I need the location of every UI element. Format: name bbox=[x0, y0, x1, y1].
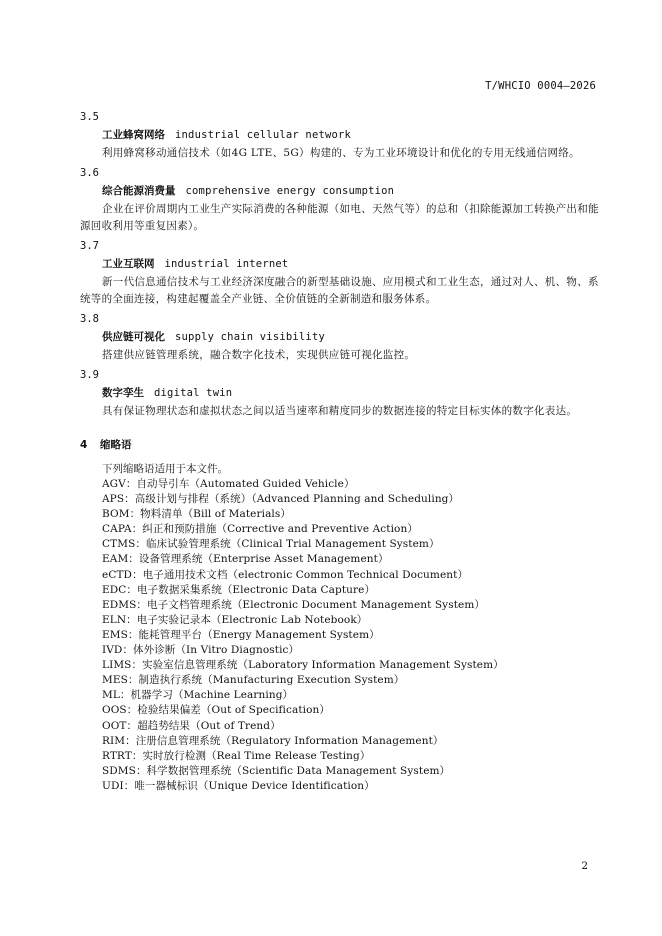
abbreviation-item: UDI：唯一器械标识（Unique Device Identification） bbox=[102, 779, 375, 792]
term-chinese: 综合能源消费量 bbox=[102, 185, 176, 197]
section-number: 3.6 bbox=[80, 167, 99, 179]
abbreviation-item: ML：机器学习（Machine Learning） bbox=[102, 689, 294, 702]
term-chinese: 工业蜂窝网络 bbox=[102, 129, 165, 141]
term-definition: 具有保证物理状态和虚拟状态之间以适当速率和精度同步的数据连接的特定目标实体的数字化表达。 bbox=[102, 405, 578, 417]
abbreviation-item: OOS：检验结果偏差（Out of Specification） bbox=[102, 704, 330, 717]
abbreviation-list bbox=[102, 477, 600, 794]
abbreviation-item: CAPA：纠正和预防措施（Corrective and Preventive Action） bbox=[102, 523, 418, 536]
term-heading bbox=[102, 254, 600, 274]
section-number: 3.8 bbox=[80, 313, 99, 325]
section-3-7 bbox=[80, 239, 600, 308]
section-number: 3.5 bbox=[80, 111, 99, 123]
abbreviation-item: LIMS：实验室信息管理系统（Laboratory Information Management System） bbox=[102, 659, 504, 672]
abbreviation-item: EMS：能耗管理平台（Energy Management System） bbox=[102, 628, 380, 641]
term-english: industrial cellular network bbox=[175, 129, 352, 141]
abbreviation-item: RIM：注册信息管理系统（Regulatory Information Management） bbox=[102, 734, 444, 747]
abbreviation-item: CTMS：临床试验管理系统（Clinical Trial Management System） bbox=[102, 538, 440, 551]
section-3-8 bbox=[80, 312, 600, 364]
chapter-number: 4 bbox=[80, 439, 88, 451]
abbreviation-item: IVD：体外诊断（In Vitro Diagnostic） bbox=[102, 644, 300, 657]
term-chinese: 数字孪生 bbox=[102, 387, 144, 399]
section-3-6 bbox=[80, 166, 600, 235]
term-definition: 利用蜂窝移动通信技术（如4G LTE、5G）构建的、专为工业环境设计和优化的专用无线通信网络。 bbox=[102, 147, 580, 159]
document-code-header: T/WHCIO 0004—2026 bbox=[485, 80, 596, 92]
term-definition: 企业在评价周期内工业生产实际消费的各种能源（如电、天然气等）的总和（扣除能源加工转换产出和能源回收利用等重复因素）。 bbox=[80, 203, 599, 232]
section-number: 3.7 bbox=[80, 240, 99, 252]
abbreviation-item: SDMS：科学数据管理系统（Scientific Data Management System） bbox=[102, 764, 451, 777]
term-heading bbox=[102, 181, 600, 201]
abbreviation-item: EDC：电子数据采集系统（Electronic Data Capture） bbox=[102, 583, 376, 596]
abbreviations-intro: 下列缩略语适用于本文件。 bbox=[102, 463, 228, 475]
abbreviation-item: BOM：物料清单（Bill of Materials） bbox=[102, 508, 291, 521]
abbreviation-item: EDMS：电子文档管理系统（Electronic Document Management System） bbox=[102, 598, 485, 611]
chapter-title: 缩略语 bbox=[100, 439, 132, 451]
abbreviation-item: EAM：设备管理系统（Enterprise Asset Management） bbox=[102, 553, 389, 566]
term-english: digital twin bbox=[154, 387, 233, 399]
term-chinese: 工业互联网 bbox=[102, 258, 155, 270]
term-heading bbox=[102, 383, 600, 403]
term-definition: 搭建供应链管理系统，融合数字化技术，实现供应链可视化监控。 bbox=[102, 349, 416, 361]
section-3-5 bbox=[80, 110, 600, 162]
term-definition: 新一代信息通信技术与工业经济深度融合的新型基础设施、应用模式和工业生态，通过对人、机、物、系统等的全面连接，构建起覆盖全产业链、全价值链的全新制造和服务体系。 bbox=[80, 276, 599, 305]
term-heading bbox=[102, 327, 600, 347]
term-english: industrial internet bbox=[164, 258, 289, 270]
chapter-heading bbox=[80, 434, 600, 456]
page-number: 2 bbox=[581, 860, 588, 872]
document-body bbox=[80, 106, 600, 794]
abbreviation-item: ELN：电子实验记录本（Electronic Lab Notebook） bbox=[102, 613, 368, 626]
section-3-9 bbox=[80, 368, 600, 420]
abbreviation-item: OOT：超趋势结果（Out of Trend） bbox=[102, 719, 281, 732]
term-english: comprehensive energy consumption bbox=[185, 185, 395, 197]
abbreviation-item: RTRT：实时放行检测（Real Time Release Testing） bbox=[102, 749, 371, 762]
term-english: supply chain visibility bbox=[175, 331, 325, 343]
section-number: 3.9 bbox=[80, 369, 99, 381]
abbreviation-item: MES：制造执行系统（Manufacturing Execution System） bbox=[102, 674, 405, 687]
abbreviation-item: APS：高级计划与排程（系统）（Advanced Planning and Scheduling） bbox=[102, 493, 460, 506]
term-heading bbox=[102, 125, 600, 145]
abbreviation-item: eCTD：电子通用技术文档（electronic Common Technical Document） bbox=[102, 568, 469, 581]
term-chinese: 供应链可视化 bbox=[102, 331, 165, 343]
abbreviation-item: AGV：自动导引车（Automated Guided Vehicle） bbox=[102, 478, 355, 490]
